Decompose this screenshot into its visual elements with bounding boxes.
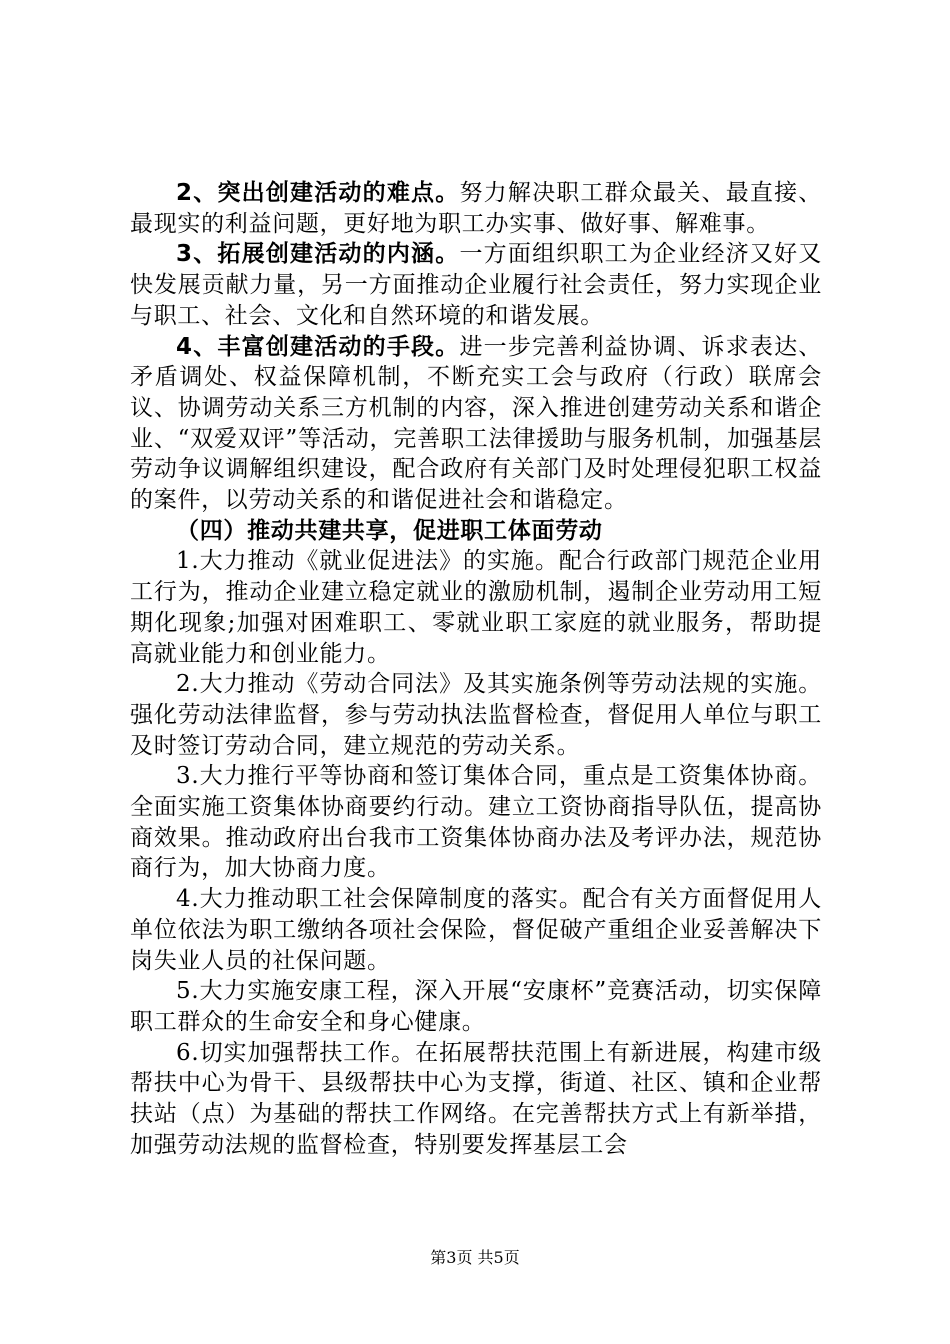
paragraph-heading: 3、拓展创建活动的内涵。 bbox=[176, 241, 460, 268]
paragraph-heading: 4、丰富创建活动的手段。 bbox=[176, 333, 460, 360]
list-item: 4.大力推动职工社会保障制度的落实。配合有关方面督促用人单位依法为职工缴纳各项社会保险，督促破产重组企业妥善解决下岗失业人员的社保问题。 bbox=[130, 886, 822, 974]
list-item: 3.大力推行平等协商和签订集体合同，重点是工资集体协商。全面实施工资集体协商要约行动。建立工资协商指导队伍，提高协商效果。推动政府出台我市工资集体协商办法及考评办法，规范协商行为，加大协商力度。 bbox=[130, 763, 822, 882]
section-heading: （四）推动共建共享，促进职工体面劳动 bbox=[176, 516, 603, 544]
list-item: 6.切实加强帮扶工作。在拓展帮扶范围上有新进展，构建市级帮扶中心为骨干、县级帮扶中心为支撑，街道、社区、镇和企业帮扶站（点）为基础的帮扶工作网络。在完善帮扶方式上有新举措，加强劳动法规的监督检查，特别要发挥基层工会 bbox=[130, 1039, 822, 1158]
paragraph-text: 进一步完善利益协调、诉求表达、矛盾调处、权益保障机制，不断充实工会与政府（行政）联席会议、协调劳动关系三方机制的内容，深入推进创建劳动关系和谐企业、“双爱双评”等活动，完善职工法律援助与服务机制，加强基层劳动争议调解组织建设，配合政府有关部门及时处理侵犯职工权益的案件，以劳动关系的和谐促进社会和谐稳定。 bbox=[130, 333, 823, 514]
list-item: 5.大力实施安康工程，深入开展“安康杯”竞赛活动，切实保障职工群众的生命安全和身心健康。 bbox=[130, 978, 822, 1035]
paragraph-2 bbox=[130, 178, 822, 239]
paragraph-text: 努力解决职工群众最关、最直接、最现实的利益问题，更好地为职工办实事、做好事、解难事。 bbox=[130, 180, 823, 237]
paragraph-3 bbox=[130, 239, 822, 331]
list-item: 1.大力推动《就业促进法》的实施。配合行政部门规范企业用工行为，推动企业建立稳定就业的激励机制，遏制企业劳动用工短期化现象;加强对困难职工、零就业职工家庭的就业服务，帮助提高就业能力和创业能力。 bbox=[130, 548, 822, 667]
paragraph-heading: 2、突出创建活动的难点。 bbox=[176, 180, 460, 206]
paragraph-4 bbox=[130, 332, 822, 516]
page-footer: 第3页 共5页 bbox=[430, 1248, 520, 1267]
list-item: 2.大力推动《劳动合同法》及其实施条例等劳动法规的实施。强化劳动法律监督，参与劳动执法监督检查，督促用人单位与职工及时签订劳动合同，建立规范的劳动关系。 bbox=[130, 671, 822, 759]
document-body bbox=[130, 178, 822, 1161]
paragraph-text: 一方面组织职工为企业经济又好又快发展贡献力量，另一方面推动企业履行社会责任，努力实现企业与职工、社会、文化和自然环境的和谐发展。 bbox=[130, 241, 823, 329]
